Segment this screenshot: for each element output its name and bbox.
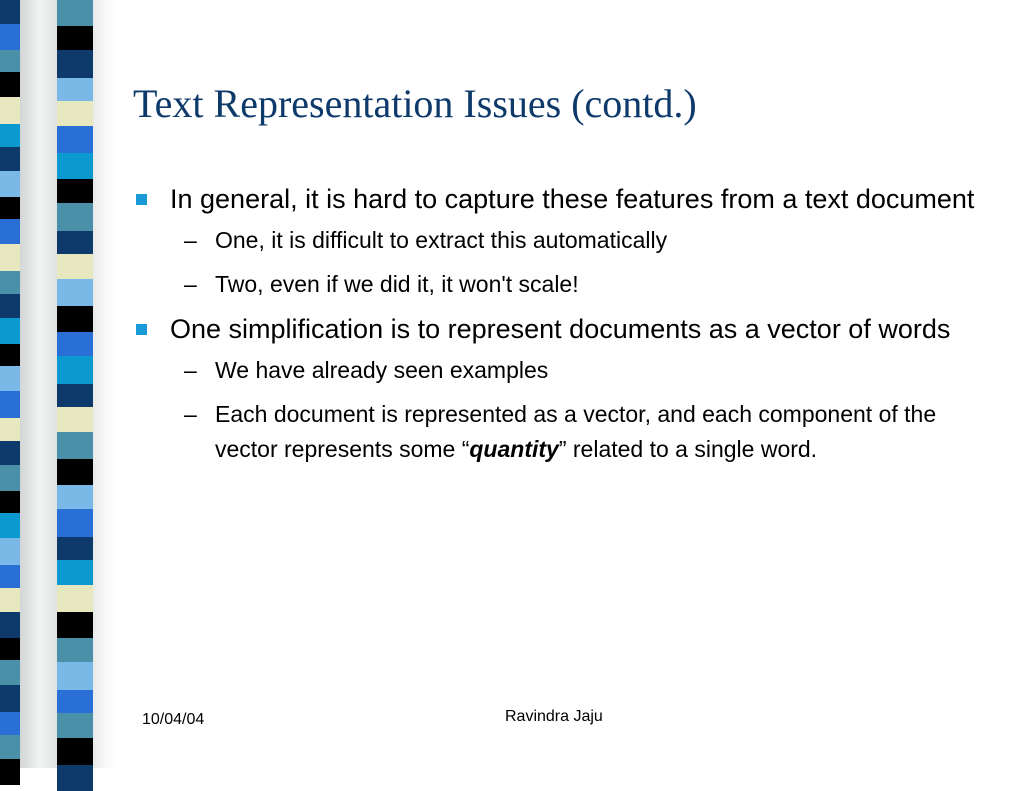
sub-bullet-item: [170, 397, 1003, 467]
strip-cell: [0, 294, 20, 318]
square-bullet-icon: [136, 324, 147, 335]
strip-cell: [57, 407, 93, 432]
strip-cell: [0, 565, 20, 588]
decorative-gutter-fade: [93, 0, 117, 768]
strip-cell: [57, 203, 93, 231]
strip-cell: [0, 318, 20, 344]
strip-cell: [57, 537, 93, 560]
footer-author: Ravindra Jaju: [505, 708, 603, 725]
strip-cell: [57, 26, 93, 50]
strip-cell: [0, 685, 20, 712]
dash-bullet-icon: –: [184, 401, 197, 427]
strip-cell: [0, 344, 20, 366]
strip-cell: [0, 759, 20, 785]
strip-cell: [57, 690, 93, 713]
bullet-item: [133, 311, 1003, 467]
sub-bullet-item: [170, 353, 1003, 388]
strip-cell: [0, 660, 20, 685]
strip-cell: [57, 231, 93, 254]
strip-cell: [57, 432, 93, 459]
strip-cell: [0, 612, 20, 638]
strip-cell: [57, 332, 93, 356]
bullet-text: One simplification is to represent documents as a vector of words: [170, 314, 951, 344]
strip-cell: [0, 97, 20, 124]
sub-bullet-text-after: ” related to a single word.: [558, 436, 818, 462]
strip-cell: [57, 254, 93, 279]
strip-cell: [0, 197, 20, 219]
strip-cell: [0, 124, 20, 147]
bullet-item: [133, 181, 1003, 302]
emphasis-quantity: quantity: [469, 436, 559, 462]
strip-cell: [57, 485, 93, 509]
slide-title: Text Representation Issues (contd.): [133, 81, 697, 126]
strip-cell: [0, 147, 20, 171]
strip-cell: [57, 585, 93, 612]
strip-cell: [57, 50, 93, 78]
strip-cell: [57, 126, 93, 153]
strip-cell: [57, 384, 93, 407]
strip-cell: [0, 538, 20, 565]
sub-bullet-list: [170, 223, 1003, 302]
dash-bullet-icon: –: [184, 357, 197, 383]
strip-cell: [0, 491, 20, 513]
strip-cell: [57, 306, 93, 332]
strip-cell: [0, 638, 20, 660]
strip-cell: [57, 459, 93, 485]
slide-content: [133, 181, 1003, 476]
strip-cell: [0, 513, 20, 538]
strip-cell: [0, 588, 20, 612]
sub-bullet-text: Two, even if we did it, it won't scale!: [215, 271, 579, 297]
strip-cell: [57, 713, 93, 738]
strip-cell: [0, 50, 20, 72]
strip-cell: [0, 244, 20, 271]
strip-cell: [0, 171, 20, 197]
sub-bullet-item: [170, 223, 1003, 258]
decorative-strip-right: [57, 0, 93, 768]
strip-cell: [0, 366, 20, 391]
sub-bullet-text-before: Each document is represented as a vector, and each component of the vector represents some “: [215, 401, 937, 462]
strip-cell: [0, 72, 20, 97]
strip-cell: [0, 271, 20, 294]
strip-cell: [57, 638, 93, 662]
strip-cell: [57, 279, 93, 306]
strip-cell: [57, 509, 93, 537]
decorative-strip-left: [0, 0, 20, 768]
bullet-text: In general, it is hard to capture these features from a text document: [170, 184, 975, 214]
dash-bullet-icon: –: [184, 227, 197, 253]
sub-bullet-list: [170, 353, 1003, 467]
sub-bullet-text: We have already seen examples: [215, 357, 549, 383]
sub-bullet-item: [170, 267, 1003, 302]
strip-cell: [0, 0, 20, 24]
strip-cell: [0, 465, 20, 491]
strip-cell: [0, 418, 20, 441]
strip-cell: [57, 765, 93, 791]
square-bullet-icon: [136, 194, 147, 205]
strip-cell: [57, 0, 93, 26]
strip-cell: [57, 101, 93, 126]
strip-cell: [57, 78, 93, 101]
strip-cell: [57, 153, 93, 179]
strip-cell: [0, 24, 20, 50]
dash-bullet-icon: –: [184, 271, 197, 297]
strip-cell: [57, 179, 93, 203]
strip-cell: [0, 391, 20, 418]
strip-cell: [57, 356, 93, 384]
sub-bullet-text: One, it is difficult to extract this automatically: [215, 227, 668, 253]
strip-cell: [57, 662, 93, 690]
strip-cell: [57, 560, 93, 585]
strip-cell: [57, 612, 93, 638]
decorative-gutter: [20, 0, 57, 768]
strip-cell: [0, 735, 20, 759]
strip-cell: [0, 219, 20, 244]
strip-cell: [57, 738, 93, 765]
footer-date: 10/04/04: [142, 711, 205, 728]
strip-cell: [0, 712, 20, 735]
strip-cell: [0, 441, 20, 465]
